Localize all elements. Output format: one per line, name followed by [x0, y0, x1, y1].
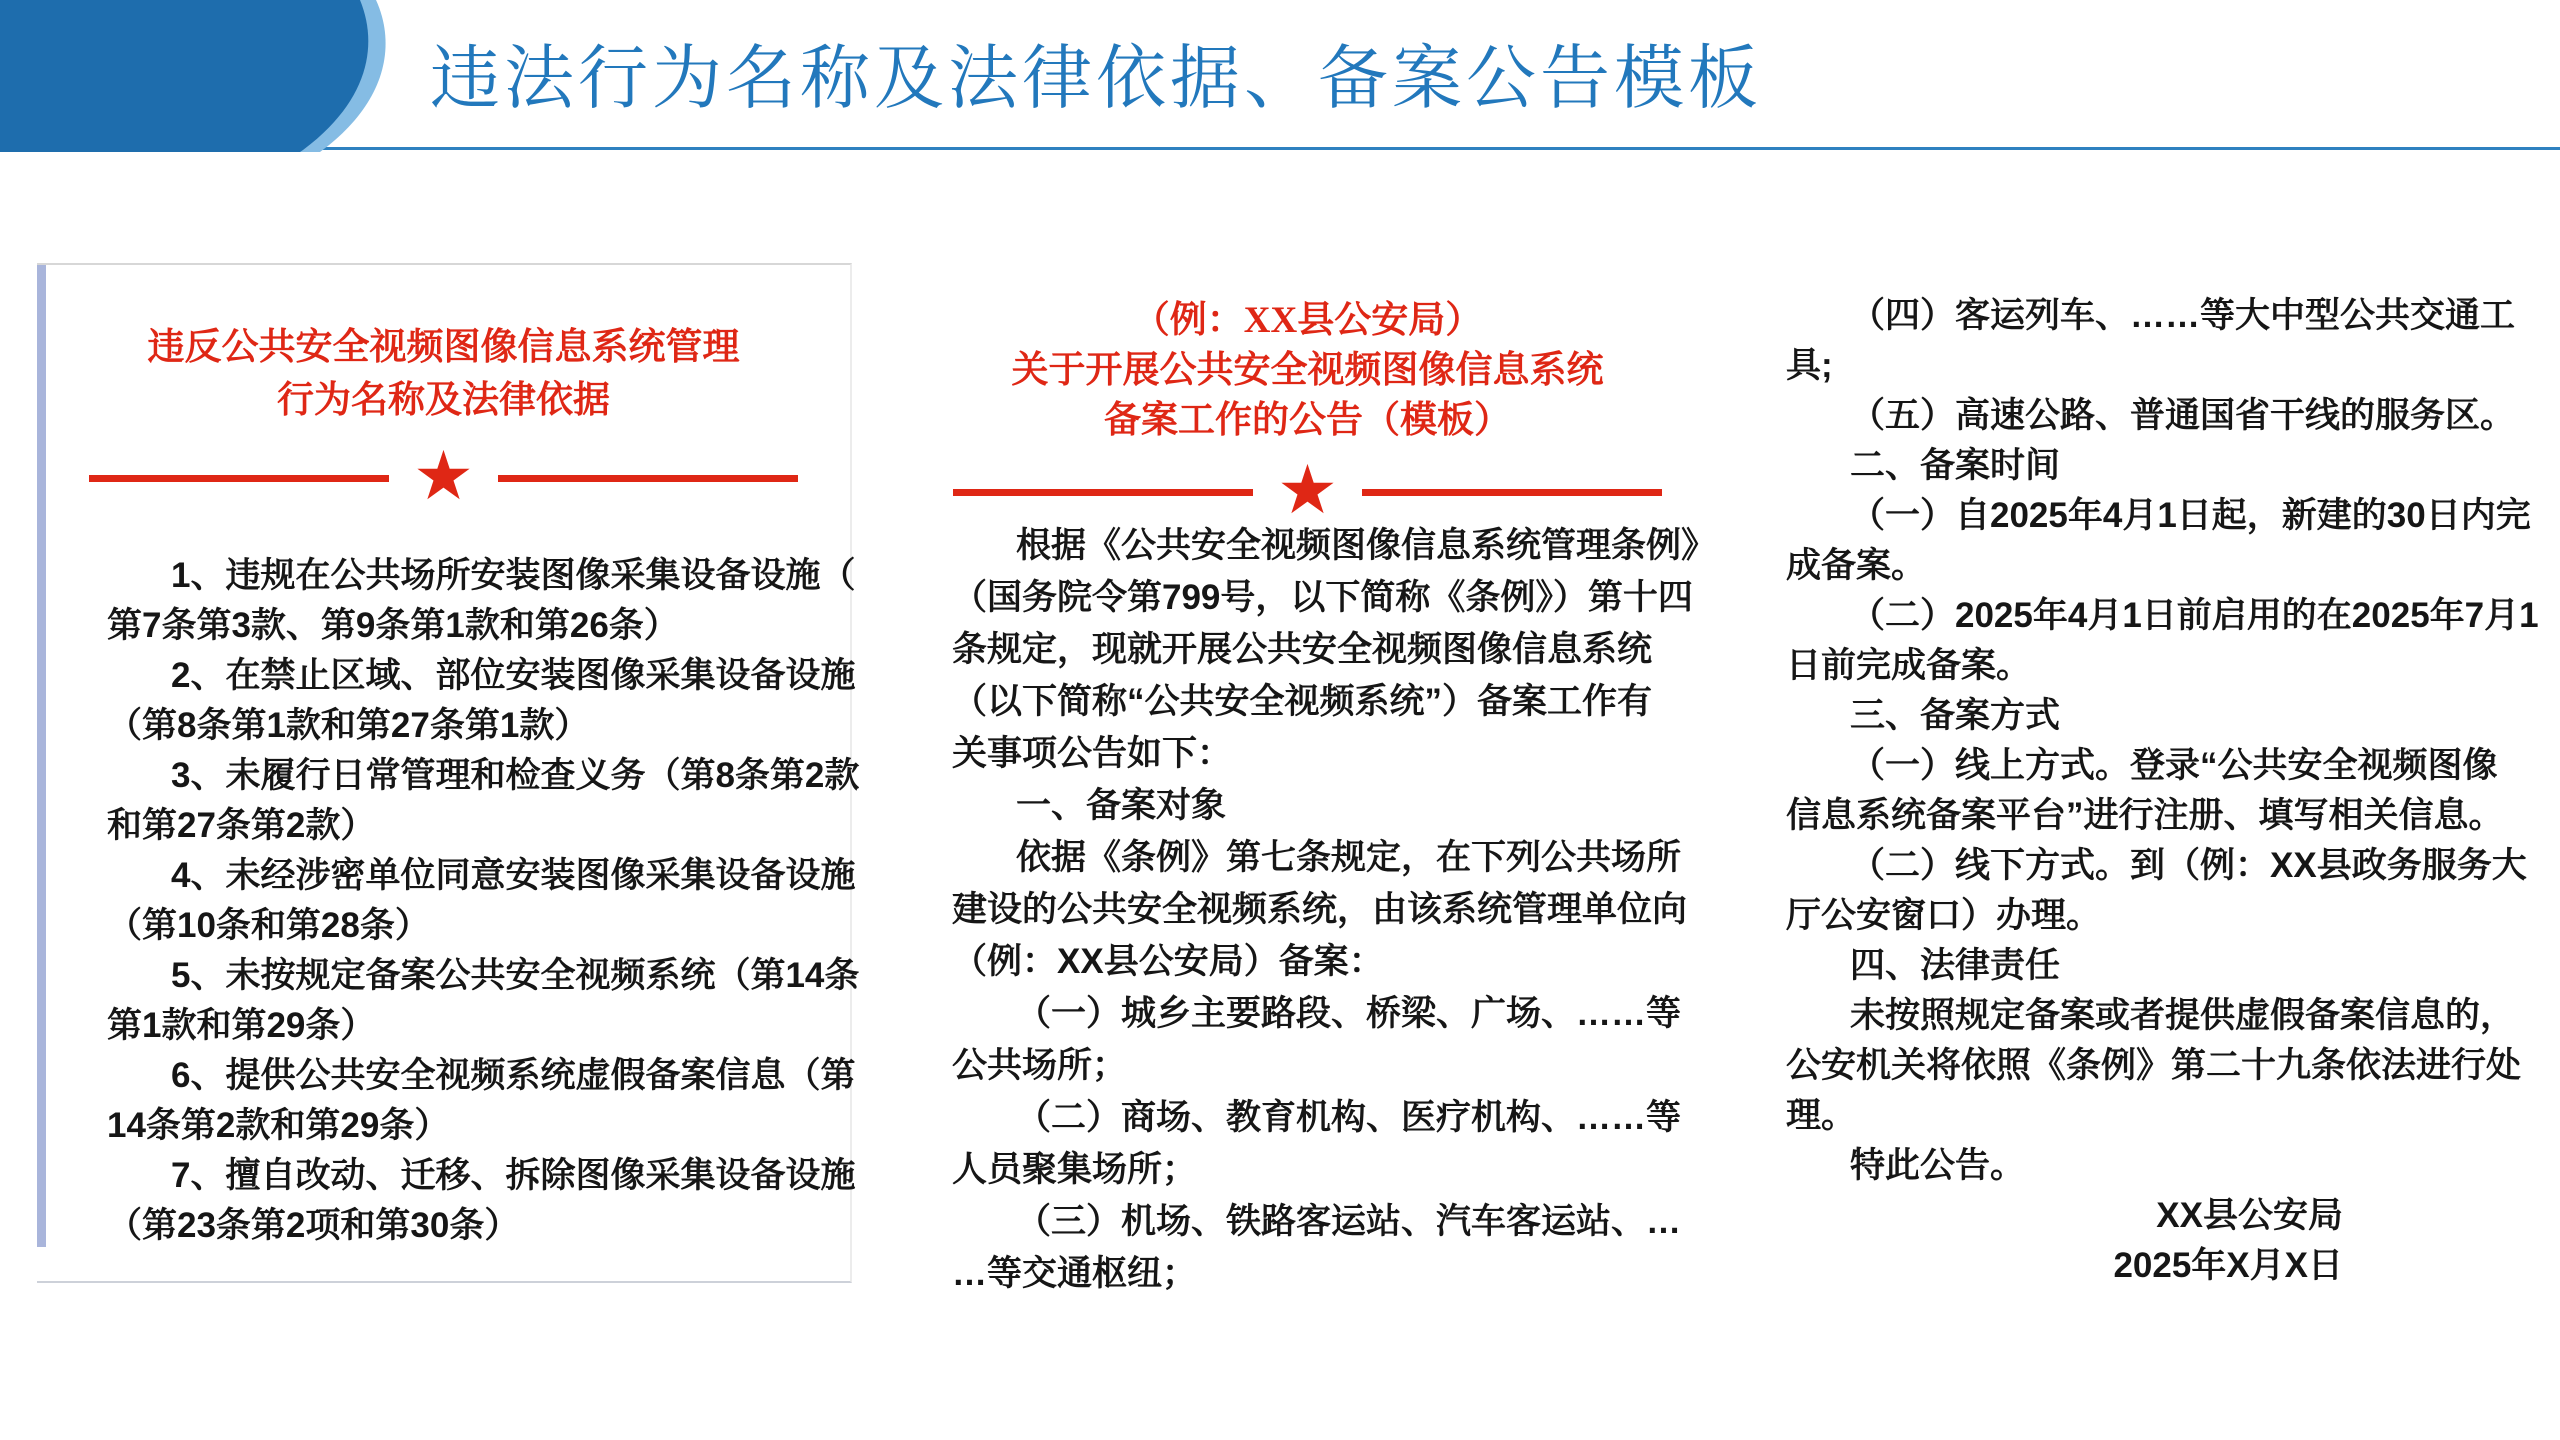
text-line: 公共场所； — [952, 1046, 1128, 1085]
text-line: 具; — [1786, 346, 1833, 385]
middle-star-divider — [950, 452, 1665, 528]
corner-dark-shape — [0, 0, 368, 152]
text-line: （第8条第1款和第27条第1款） — [107, 706, 590, 745]
text-line: 建设的公共安全视频系统，由该系统管理单位向 — [952, 890, 1688, 929]
text-line: 行为名称及法律依据 — [277, 380, 610, 421]
notice-title — [950, 296, 1665, 446]
text-line: 关于开展公共安全视频图像信息系统 — [1011, 350, 1604, 391]
text-line: 违反公共安全视频图像信息系统管理 — [147, 327, 740, 368]
right-column — [1786, 291, 2539, 1291]
divider-line-left — [89, 475, 389, 482]
text-line: 未按照规定备案或者提供虚假备案信息的， — [1850, 996, 2516, 1035]
text-line: （五）高速公路、普通国省干线的服务区。 — [1850, 396, 2516, 435]
notice-body-continued — [1786, 291, 2539, 1191]
text-line: 特此公告。 — [1850, 1146, 2026, 1185]
text-line: 7、擅自改动、迁移、拆除图像采集设备设施 — [171, 1156, 856, 1195]
text-line: 理。 — [1786, 1096, 1857, 1135]
text-line: （以下简称“公共安全视频系统”）备案工作有 — [952, 682, 1653, 721]
text-line: 三、备案方式 — [1850, 696, 2061, 735]
text-line: （例：XX县公安局）备案： — [952, 942, 1384, 981]
middle-column — [950, 0, 1717, 1440]
text-line: 条规定，现就开展公共安全视频图像信息系统 — [952, 630, 1653, 669]
signature-block — [1786, 1191, 2498, 1291]
text-line: 二、备案时间 — [1850, 446, 2061, 485]
divider-line-left — [953, 489, 1253, 496]
text-line: （国务院令第799号，以下简称《条例》）第十四 — [952, 578, 1693, 617]
text-line: 一、备案对象 — [1016, 786, 1227, 825]
text-line: （三）机场、铁路客运站、汽车客运站、… — [1016, 1202, 1682, 1241]
divider-line-right — [498, 475, 798, 482]
text-line: 日前完成备案。 — [1786, 646, 2032, 685]
text-line: （四）客运列车、……等大中型公共交通工 — [1850, 296, 2516, 335]
text-line: 公安机关将依照《条例》第二十九条依法进行处 — [1786, 1046, 2522, 1085]
text-line: 14条第2款和第29条） — [107, 1106, 450, 1145]
text-line: （二）线下方式。到（例：XX县政务服务大 — [1850, 846, 2527, 885]
left-card-title — [37, 321, 850, 427]
star-icon: ★ — [1277, 452, 1338, 528]
text-line: （二）2025年4月1日前启用的在2025年7月1 — [1850, 596, 2539, 635]
notice-body — [952, 520, 1717, 1300]
page-title: 违法行为名称及法律依据、备案公告模板 — [430, 39, 1762, 117]
text-line: 4、未经涉密单位同意安装图像采集设备设施 — [171, 856, 856, 895]
star-icon: ★ — [413, 438, 474, 514]
text-line: 2025年X月X日 — [2113, 1246, 2343, 1285]
text-line: 6、提供公共安全视频系统虚假备案信息（第 — [171, 1056, 856, 1095]
corner-decoration — [0, 0, 420, 152]
text-line: 关事项公告如下： — [952, 734, 1233, 773]
text-line: 人员聚集场所； — [952, 1150, 1198, 1189]
text-line: …等交通枢纽； — [952, 1254, 1198, 1293]
text-line: 信息系统备案平台”进行注册、填写相关信息。 — [1786, 796, 2504, 835]
text-line: 5、未按规定备案公共安全视频系统（第14条 — [171, 956, 860, 995]
text-line: （第10条和第28条） — [107, 906, 430, 945]
text-line: 3、未履行日常管理和检查义务（第8条第2款 — [171, 756, 860, 795]
text-line: 和第27条第2款） — [107, 806, 376, 845]
text-line: 厅公安窗口）办理。 — [1786, 896, 2102, 935]
left-star-divider — [37, 438, 850, 514]
text-line: （第23条第2项和第30条） — [107, 1206, 520, 1245]
text-line: （一）自2025年4月1日起，新建的30日内完 — [1850, 496, 2531, 535]
left-card — [37, 263, 860, 1283]
text-line: （例：XX县公安局） — [1132, 300, 1483, 341]
text-line: 2、在禁止区域、部位安装图像采集设备设施 — [171, 656, 856, 695]
violation-list — [107, 551, 860, 1251]
text-line: XX县公安局 — [2156, 1196, 2343, 1235]
text-line: （一）线上方式。登录“公共安全视频图像 — [1850, 746, 2498, 785]
text-line: 依据《条例》第七条规定，在下列公共场所 — [1016, 838, 1682, 877]
text-line: 1、违规在公共场所安装图像采集设备设施（ — [171, 556, 856, 595]
text-line: 四、法律责任 — [1850, 946, 2061, 985]
divider-line-right — [1362, 489, 1662, 496]
text-line: 根据《公共安全视频图像信息系统管理条例》 — [1016, 526, 1717, 565]
text-line: 第1款和第29条） — [107, 1006, 376, 1045]
text-line: 备案工作的公告（模板） — [1104, 400, 1511, 441]
text-line: （二）商场、教育机构、医疗机构、……等 — [1016, 1098, 1682, 1137]
text-line: 成备案。 — [1786, 546, 1927, 585]
text-line: （一）城乡主要路段、桥梁、广场、……等 — [1016, 994, 1682, 1033]
text-line: 第7条第3款、第9条第1款和第26条） — [107, 606, 679, 645]
